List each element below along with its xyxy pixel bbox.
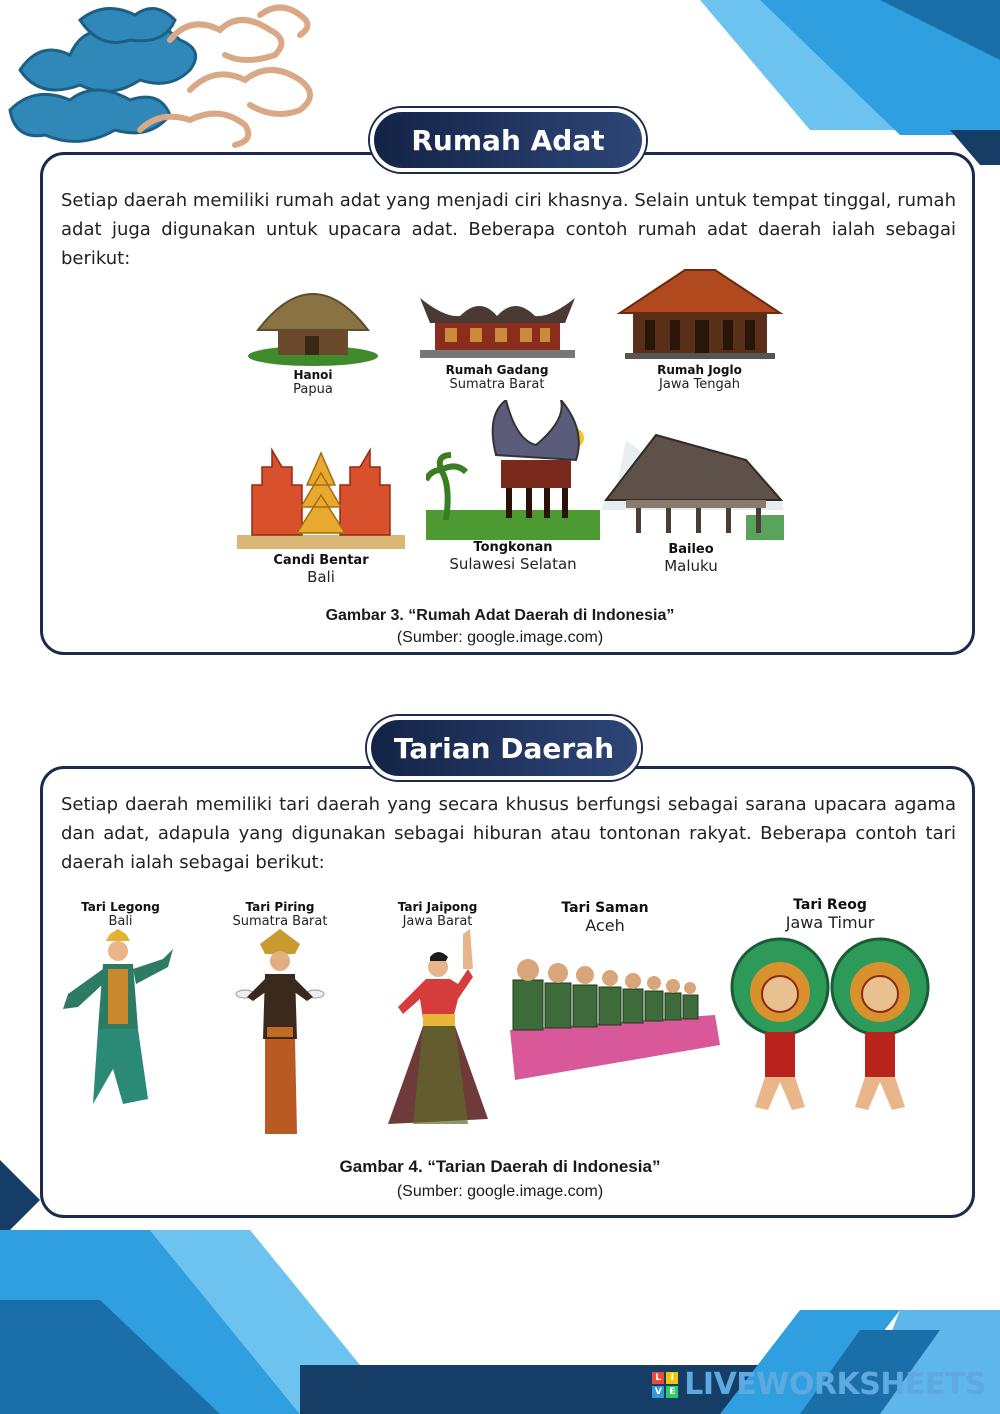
logo-letter-e: E: [666, 1386, 678, 1398]
rumah-adat-caption: Gambar 3. “Rumah Adat Daerah di Indonesia”: [325, 607, 675, 624]
dance-name-tari-jaipong: Tari Jaipong: [397, 900, 478, 914]
liveworksheets-logo-icon: [652, 1372, 678, 1398]
dance-region-tari-jaipong: Jawa Barat: [402, 914, 473, 929]
house-name-hanoi: Hanoi: [293, 368, 333, 382]
rumah-adat-source: (Sumber: google.image.com): [396, 629, 604, 646]
baileo-picture: [596, 430, 786, 542]
house-item-candi-bentar: [236, 445, 406, 586]
rumah-gadang-picture: [415, 278, 580, 363]
rumah-adat-title: Rumah Adat: [370, 108, 646, 172]
house-region-candi-bentar: Bali: [307, 568, 335, 586]
rumah-adat-paragraph: Setiap daerah memiliki rumah adat yang menjadi ciri khasnya. Selain untuk tempat tinggal, rumah adat juga digunakan untuk upacara adat. Beberapa contoh rumah adat daerah ialah sebagai berikut:: [61, 190, 956, 269]
dance-region-tari-saman: Aceh: [585, 916, 625, 935]
house-region-rumah-joglo: Jawa Tengah: [659, 377, 740, 392]
logo-letter-v: V: [652, 1386, 664, 1398]
dance-item-tari-jaipong: [375, 900, 500, 1139]
tarian-daerah-paragraph: Setiap daerah memiliki tari daerah yang secara khusus berfungsi sebagai sarana upacara agama dan adat, adapula yang digunakan sebagai hiburan atau tontonan rakyat. Beberapa contoh tari daerah ialah sebagai berikut:: [61, 794, 956, 873]
house-name-tongkonan: Tongkonan: [473, 540, 553, 555]
house-region-hanoi: Papua: [293, 382, 333, 397]
dance-item-tari-saman: [505, 900, 705, 1085]
rumah-adat-caption-block: [0, 607, 1000, 647]
dance-item-tari-reog: [730, 897, 930, 1117]
dance-name-tari-saman: Tari Saman: [561, 900, 649, 916]
tari-piring-dancer-picture: [235, 929, 325, 1144]
tari-reog-dancers-picture: [730, 932, 930, 1117]
dance-item-tari-legong: [58, 900, 183, 1119]
tarian-daerah-title: Tarian Daerah: [367, 716, 641, 780]
logo-letter-l: L: [652, 1372, 664, 1384]
dance-region-tari-piring: Sumatra Barat: [232, 914, 328, 929]
dance-name-tari-piring: Tari Piring: [245, 900, 315, 914]
hanoi-house-picture: [243, 278, 383, 368]
house-name-candi-bentar: Candi Bentar: [273, 553, 369, 568]
house-item-hanoi: [238, 278, 388, 397]
tari-legong-dancer-picture: [58, 929, 183, 1119]
logo-letter-i: I: [666, 1372, 678, 1384]
house-item-rumah-joglo: [612, 265, 787, 392]
house-region-baileo: Maluku: [664, 557, 718, 575]
rumah-joglo-picture: [615, 265, 785, 363]
house-region-rumah-gadang: Sumatra Barat: [449, 377, 545, 392]
tarian-daerah-caption-block: [0, 1157, 1000, 1201]
house-item-tongkonan: [425, 400, 601, 573]
house-name-rumah-joglo: Rumah Joglo: [657, 363, 742, 377]
tari-saman-dancers-picture: [505, 935, 723, 1085]
dance-region-tari-reog: Jawa Timur: [785, 913, 875, 932]
house-name-rumah-gadang: Rumah Gadang: [445, 363, 549, 377]
liveworksheets-logo-text: LIVEWORKSHEETS: [684, 1367, 986, 1402]
tarian-daerah-caption: Gambar 4. “Tarian Daerah di Indonesia”: [339, 1157, 661, 1176]
tongkonan-picture: [426, 400, 600, 540]
house-name-baileo: Baileo: [668, 542, 714, 557]
house-item-baileo: [594, 430, 788, 575]
candi-bentar-picture: [237, 445, 405, 553]
dance-item-tari-piring: [225, 900, 335, 1144]
house-region-tongkonan: Sulawesi Selatan: [449, 555, 577, 573]
dance-region-tari-legong: Bali: [108, 914, 133, 929]
dance-name-tari-legong: Tari Legong: [81, 900, 160, 914]
dance-name-tari-reog: Tari Reog: [793, 897, 867, 913]
house-item-rumah-gadang: [412, 278, 582, 392]
liveworksheets-logo[interactable]: [652, 1367, 986, 1402]
tari-jaipong-dancer-picture: [378, 929, 498, 1139]
tarian-daerah-source: (Sumber: google.image.com): [396, 1183, 604, 1200]
